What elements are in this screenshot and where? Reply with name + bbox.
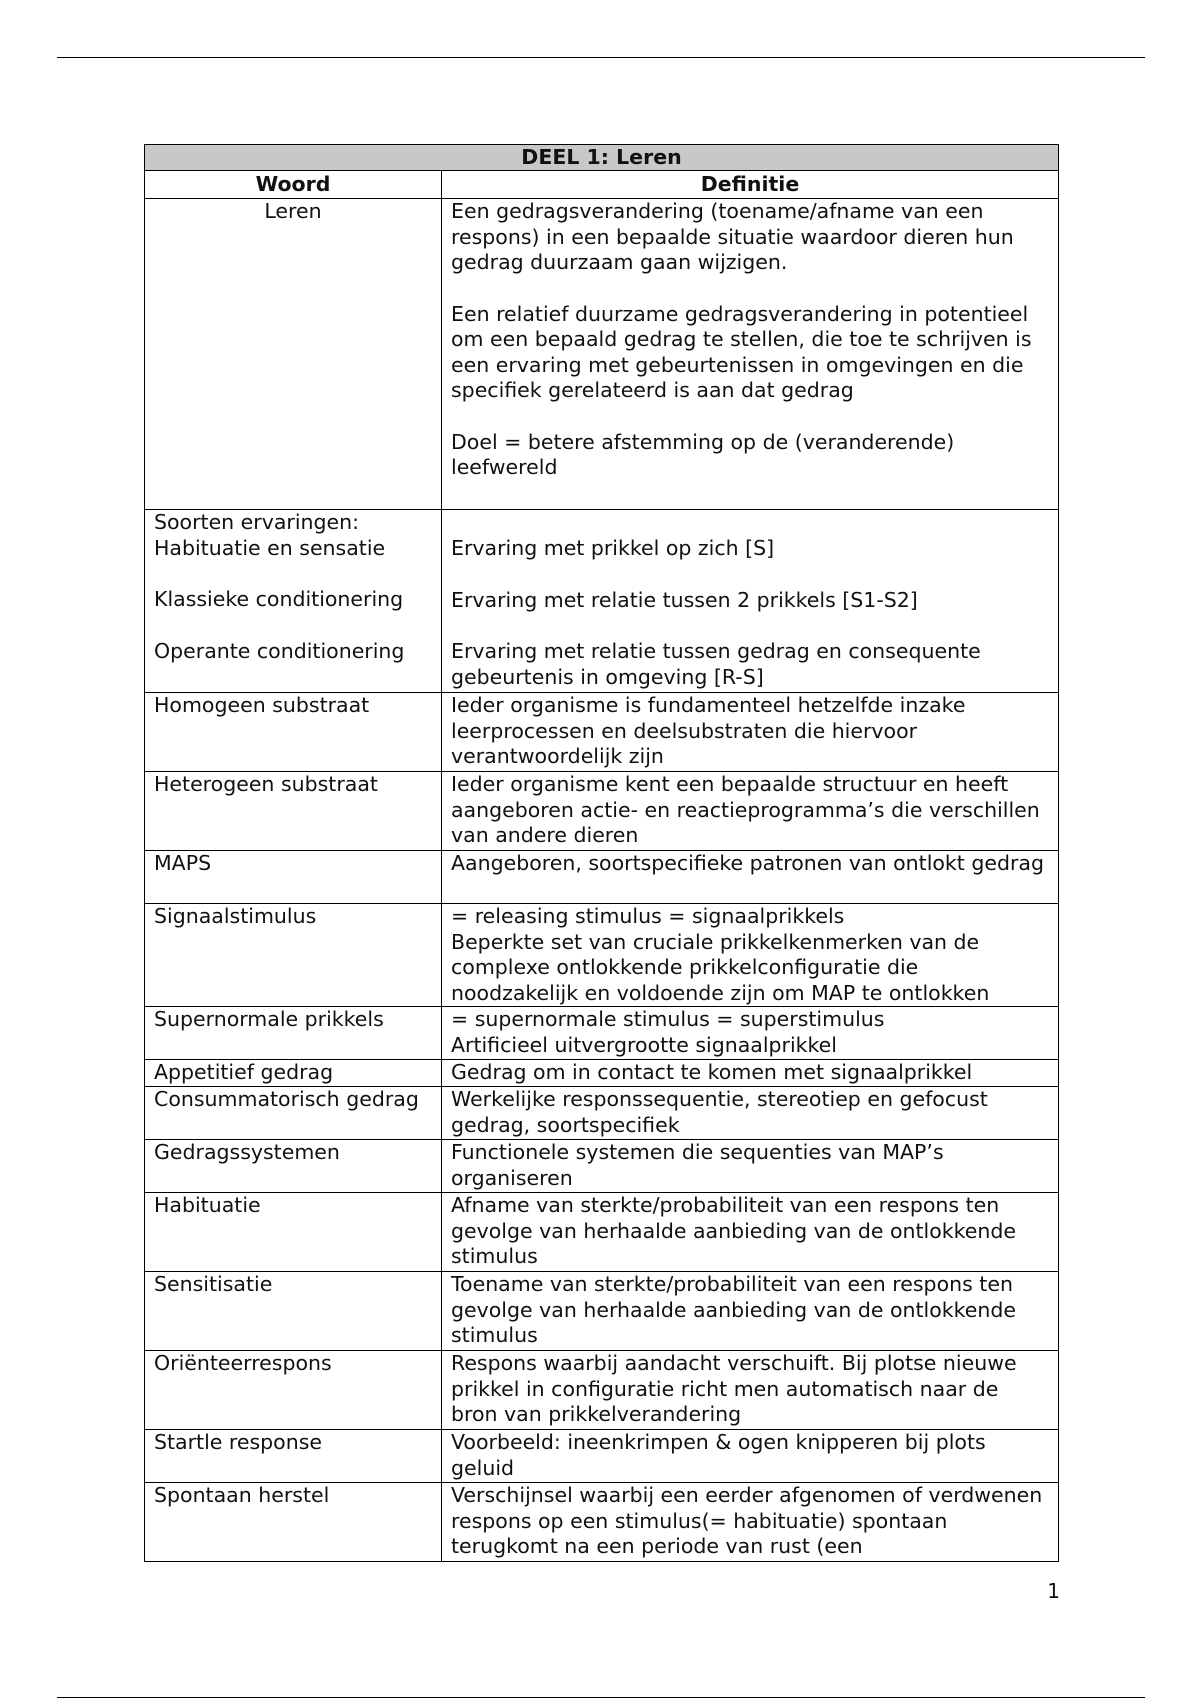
table-header-row <box>145 171 1059 199</box>
definition-cell: Verschijnsel waarbij een eerder afgenomen of verdwenen respons op een stimulus(= habituatie) spontaan terugkomt na een periode van rust (een <box>442 1483 1059 1562</box>
term-cell: Startle response <box>145 1430 442 1483</box>
table-row <box>145 1351 1059 1430</box>
definition-paragraph: Ervaring met relatie tussen 2 prikkels [S1-S2] <box>451 587 918 612</box>
term-cell: Signaalstimulus <box>145 904 442 1007</box>
table-row <box>145 1483 1059 1562</box>
table-row <box>145 904 1059 1007</box>
table-row <box>145 1060 1059 1087</box>
term-label: Operante conditionering <box>154 638 405 663</box>
term-heading: Soorten ervaringen: <box>154 510 360 534</box>
definition-paragraph: = releasing stimulus = signaalprikkels <box>451 904 845 928</box>
definition-paragraph: Beperkte set van cruciale prikkelkenmerken van de complexe ontlokkende prikkelconfiguratie die noodzakelijk en voldoende zijn om MAP te ontlokken <box>451 929 990 1005</box>
definition-cell <box>442 199 1059 510</box>
definition-paragraph: Een relatief duurzame gedragsverandering in potentieel om een bepaald gedrag te stellen, die toe te schrijven is een ervaring met gebeurtenissen in omgevingen en die specifiek gerelateerd is aan dat gedrag <box>451 301 1032 402</box>
glossary-table <box>144 144 1059 1562</box>
table-row <box>145 1193 1059 1272</box>
definition-paragraph: Doel = betere afstemming op de (veranderende) leefwereld <box>451 429 955 479</box>
definition-cell: Werkelijke responssequentie, stereotiep en gefocust gedrag, soortspecifiek <box>442 1087 1059 1140</box>
definition-cell <box>442 1007 1059 1060</box>
definition-cell <box>442 904 1059 1007</box>
term-cell: Leren <box>145 199 442 510</box>
definition-cell: Respons waarbij aandacht verschuift. Bij plotse nieuwe prikkel in configuratie richt men automatisch naar de bron van prikkelverandering <box>442 1351 1059 1430</box>
table-row <box>145 510 1059 693</box>
term-cell: Oriënteerrespons <box>145 1351 442 1430</box>
term-cell: Heterogeen substraat <box>145 772 442 851</box>
table-row <box>145 772 1059 851</box>
term-label: Klassieke conditionering <box>154 587 404 611</box>
term-label: Habituatie en sensatie <box>154 535 386 560</box>
table-row <box>145 693 1059 772</box>
table-row <box>145 1272 1059 1351</box>
definition-cell: Gedrag om in contact te komen met signaalprikkel <box>442 1060 1059 1087</box>
definition-paragraph: Een gedragsverandering (toename/afname van een respons) in een bepaalde situatie waardoor dieren hun gedrag duurzaam gaan wijzigen. <box>451 199 1014 274</box>
definition-cell: Aangeboren, soortspecifieke patronen van ontlokt gedrag <box>442 851 1059 904</box>
term-cell: Consummatorisch gedrag <box>145 1087 442 1140</box>
definition-cell: Ieder organisme kent een bepaalde structuur en heeft aangeboren actie- en reactieprogramma’s die verschillen van andere dieren <box>442 772 1059 851</box>
term-cell: Sensitisatie <box>145 1272 442 1351</box>
definition-paragraph: Artificieel uitvergrootte signaalprikkel <box>451 1032 837 1057</box>
table-row <box>145 1140 1059 1193</box>
definition-cell: Toename van sterkte/probabiliteit van een respons ten gevolge van herhaalde aanbieding van de ontlokkende stimulus <box>442 1272 1059 1351</box>
term-cell: Habituatie <box>145 1193 442 1272</box>
definition-cell <box>442 510 1059 693</box>
table-title: DEEL 1: Leren <box>145 145 1059 171</box>
term-cell: Spontaan herstel <box>145 1483 442 1562</box>
term-cell: Appetitief gedrag <box>145 1060 442 1087</box>
table-row <box>145 1007 1059 1060</box>
table-row <box>145 1087 1059 1140</box>
term-cell <box>145 510 442 693</box>
footer-rule <box>57 1697 1145 1698</box>
term-cell: Homogeen substraat <box>145 693 442 772</box>
definition-cell: Afname van sterkte/probabiliteit van een respons ten gevolge van herhaalde aanbieding van de ontlokkende stimulus <box>442 1193 1059 1272</box>
table-row <box>145 1430 1059 1483</box>
header-rule <box>57 57 1145 58</box>
column-header-definition: Definitie <box>442 171 1059 199</box>
table-row <box>145 851 1059 904</box>
definition-paragraph: Ervaring met relatie tussen gedrag en consequente gebeurtenis in omgeving [R-S] <box>451 639 981 689</box>
definition-paragraph: Ervaring met prikkel op zich [S] <box>451 536 775 560</box>
definition-cell: Ieder organisme is fundamenteel hetzelfde inzake leerprocessen en deelsubstraten die hiervoor verantwoordelijk zijn <box>442 693 1059 772</box>
definition-cell: Functionele systemen die sequenties van MAP’s organiseren <box>442 1140 1059 1193</box>
term-cell: Gedragssystemen <box>145 1140 442 1193</box>
page-number: 1 <box>1047 1579 1060 1603</box>
definition-paragraph: = supernormale stimulus = superstimulus <box>451 1007 885 1031</box>
term-cell: MAPS <box>145 851 442 904</box>
definition-cell: Voorbeeld: ineenkrimpen & ogen knipperen bij plots geluid <box>442 1430 1059 1483</box>
table-title-row <box>145 145 1059 171</box>
column-header-term: Woord <box>145 171 442 199</box>
term-cell: Supernormale prikkels <box>145 1007 442 1060</box>
table-row <box>145 199 1059 510</box>
